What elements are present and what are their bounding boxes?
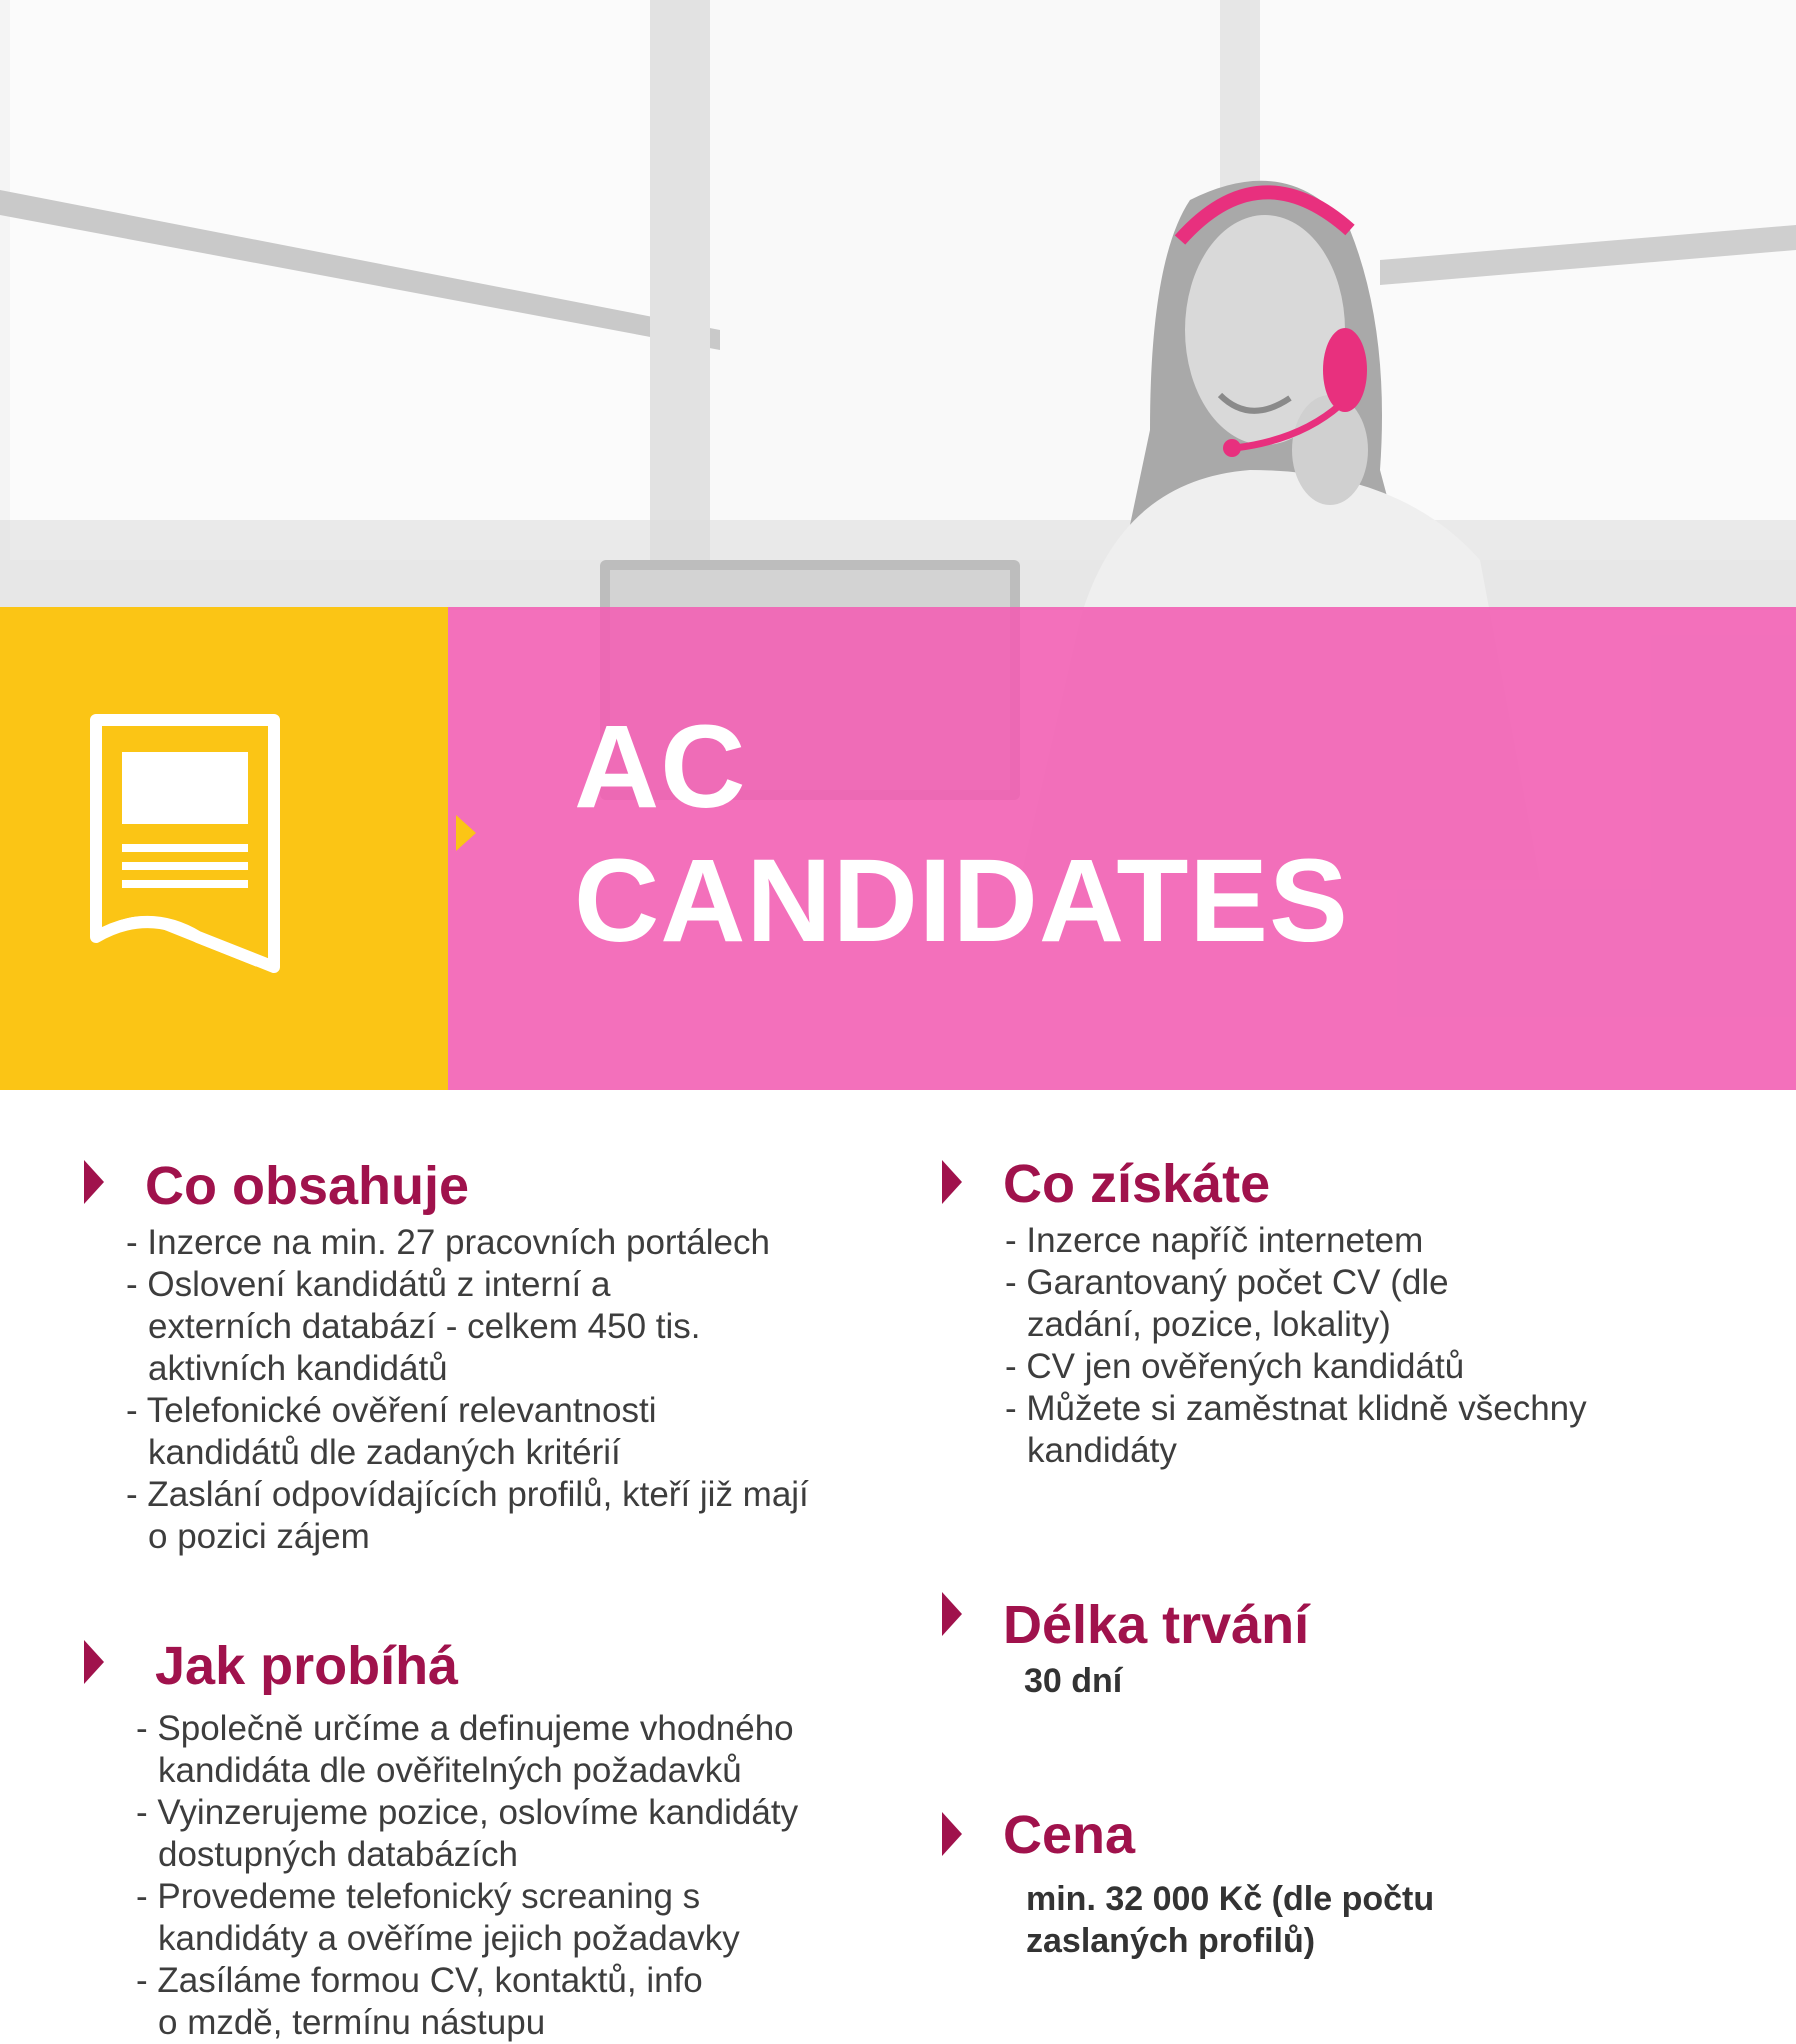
section-arrow-icon bbox=[942, 1592, 962, 1636]
list-item: - Garantovaný počet CV (dle zadání, pozice, lokality) bbox=[1005, 1262, 1547, 1346]
list-item: - Inzerce na min. 27 pracovních portálech bbox=[126, 1222, 866, 1264]
title-line-2: CANDIDATES bbox=[574, 835, 1349, 967]
list-item: - Provedeme telefonický screaning s kandidáty a ověříme jejich požadavky bbox=[136, 1876, 848, 1960]
title-line-1: AC bbox=[574, 701, 747, 833]
section-arrow-icon bbox=[84, 1640, 104, 1684]
list-item: - Společně určíme a definujeme vhodného kandidáta dle ověřitelných požadavků bbox=[136, 1708, 878, 1792]
list-item: - Zaslání odpovídajících profilů, kteří již mají o pozici zájem bbox=[126, 1474, 828, 1558]
list-jak-probiha bbox=[136, 1708, 876, 2044]
section-arrow-icon bbox=[942, 1812, 962, 1856]
list-item: - Zasíláme formou CV, kontaktů, info o mzdě, termínu nástupu bbox=[136, 1960, 718, 2044]
list-item: - Oslovení kandidátů z interní a externích databází - celkem 450 tis. aktivních kandidátů bbox=[126, 1264, 748, 1390]
duration-value: 30 dní bbox=[1024, 1662, 1123, 1700]
section-heading-co-ziskate: Co získáte bbox=[1003, 1154, 1271, 1214]
page-title bbox=[574, 700, 1349, 968]
list-item: - CV jen ověřených kandidátů bbox=[1005, 1346, 1705, 1388]
list-co-ziskate bbox=[1005, 1220, 1705, 1472]
section-heading-jak-probiha: Jak probíhá bbox=[155, 1636, 459, 1696]
list-item: - Vyinzerujeme pozice, oslovíme kandidáty dostupných databázích bbox=[136, 1792, 888, 1876]
section-arrow-icon bbox=[942, 1160, 962, 1204]
section-heading-cena: Cena bbox=[1003, 1805, 1136, 1865]
document-icon bbox=[88, 712, 283, 977]
banner-arrow-icon bbox=[456, 815, 476, 851]
list-co-obsahuje bbox=[126, 1222, 866, 1558]
list-item: - Inzerce napříč internetem bbox=[1005, 1220, 1705, 1262]
section-heading-co-obsahuje: Co obsahuje bbox=[145, 1156, 470, 1216]
section-arrow-icon bbox=[84, 1160, 104, 1204]
list-item: - Telefonické ověření relevantnosti kandidátů dle zadaných kritérií bbox=[126, 1390, 748, 1474]
list-item: - Můžete si zaměstnat klidně všechny kandidáty bbox=[1005, 1388, 1687, 1472]
price-value: min. 32 000 Kč (dle počtu zaslaných profilů) bbox=[1026, 1880, 1435, 1960]
section-heading-delka-trvani: Délka trvání bbox=[1003, 1595, 1310, 1655]
